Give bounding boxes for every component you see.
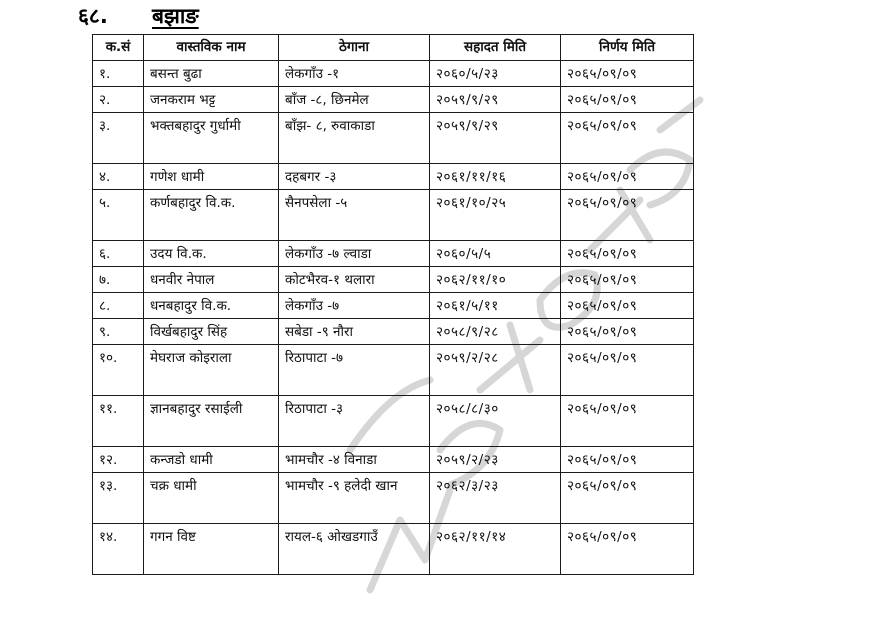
martyr-date-cell: २०५८/९/२८ <box>430 319 561 345</box>
name-cell: विर्खबहादुर सिंह <box>144 319 279 345</box>
address-cell: लेकगाँउ -१ <box>279 61 430 87</box>
address-cell: दहबगर -३ <box>279 164 430 190</box>
serial-cell: १०. <box>93 345 144 396</box>
decision-date-cell: २०६५/०९/०९ <box>561 87 694 113</box>
table-row <box>93 87 694 113</box>
serial-cell: ११. <box>93 396 144 447</box>
table-row <box>93 190 694 241</box>
martyr-date-cell: २०६२/३/२३ <box>430 473 561 524</box>
section-heading <box>78 2 199 30</box>
martyr-date-cell: २०५८/८/३० <box>430 396 561 447</box>
table-row <box>93 113 694 164</box>
address-cell: बाँझ- ८, रुवाकाडा <box>279 113 430 164</box>
martyr-date-cell: २०५९/९/२९ <box>430 87 561 113</box>
name-cell: मेघराज कोइराला <box>144 345 279 396</box>
decision-date-cell: २०६५/०९/०९ <box>561 345 694 396</box>
address-cell: भामचौर -४ विनाडा <box>279 447 430 473</box>
decision-date-cell: २०६५/०९/०९ <box>561 524 694 575</box>
decision-date-cell: २०६५/०९/०९ <box>561 293 694 319</box>
header-martyr-date: सहादत मिति <box>430 35 561 61</box>
martyr-date-cell: २०५९/२/२८ <box>430 345 561 396</box>
decision-date-cell: २०६५/०९/०९ <box>561 113 694 164</box>
serial-cell: २. <box>93 87 144 113</box>
martyr-date-cell: २०६२/११/१० <box>430 267 561 293</box>
table-row <box>93 293 694 319</box>
serial-cell: १२. <box>93 447 144 473</box>
table-row <box>93 164 694 190</box>
table-row <box>93 61 694 87</box>
decision-date-cell: २०६५/०९/०९ <box>561 447 694 473</box>
address-cell: रिठापाटा -७ <box>279 345 430 396</box>
serial-cell: १३. <box>93 473 144 524</box>
decision-date-cell: २०६५/०९/०९ <box>561 319 694 345</box>
address-cell: भामचौर -९ हलेदी खान <box>279 473 430 524</box>
decision-date-cell: २०६५/०९/०९ <box>561 164 694 190</box>
decision-date-cell: २०६५/०९/०९ <box>561 473 694 524</box>
name-cell: गगन विष्ट <box>144 524 279 575</box>
martyr-date-cell: २०६०/५/५ <box>430 241 561 267</box>
address-cell: रिठापाटा -३ <box>279 396 430 447</box>
martyr-date-cell: २०५९/२/२३ <box>430 447 561 473</box>
serial-cell: १४. <box>93 524 144 575</box>
serial-cell: ५. <box>93 190 144 241</box>
serial-cell: ४. <box>93 164 144 190</box>
serial-cell: ६. <box>93 241 144 267</box>
name-cell: चक्र धामी <box>144 473 279 524</box>
name-cell: धनवीर नेपाल <box>144 267 279 293</box>
address-cell: लेकगाँउ -७ <box>279 293 430 319</box>
address-cell: सबेडा -९ नौरा <box>279 319 430 345</box>
martyr-date-cell: २०६१/५/११ <box>430 293 561 319</box>
name-cell: उदय वि.क. <box>144 241 279 267</box>
table-row <box>93 524 694 575</box>
name-cell: गणेश धामी <box>144 164 279 190</box>
header-name: वास्तविक नाम <box>144 35 279 61</box>
address-cell: बाँज -८, छिनमेल <box>279 87 430 113</box>
martyr-date-cell: २०६१/११/१६ <box>430 164 561 190</box>
serial-cell: ३. <box>93 113 144 164</box>
header-decision-date: निर्णय मिति <box>561 35 694 61</box>
decision-date-cell: २०६५/०९/०९ <box>561 61 694 87</box>
serial-cell: ७. <box>93 267 144 293</box>
martyr-date-cell: २०६२/११/१४ <box>430 524 561 575</box>
section-number: ६८. <box>78 4 108 28</box>
name-cell: बसन्त बुढा <box>144 61 279 87</box>
table-row <box>93 319 694 345</box>
header-serial: क.सं <box>93 35 144 61</box>
name-cell: भक्तबहादुर गुर्धामी <box>144 113 279 164</box>
table-row <box>93 396 694 447</box>
name-cell: जनकराम भट्ट <box>144 87 279 113</box>
table-row <box>93 241 694 267</box>
name-cell: धनबहादुर वि.क. <box>144 293 279 319</box>
header-address: ठेगाना <box>279 35 430 61</box>
decision-date-cell: २०६५/०९/०९ <box>561 190 694 241</box>
address-cell: रायल-६ ओखडगाउँ <box>279 524 430 575</box>
address-cell: कोटभैरव-१ थलारा <box>279 267 430 293</box>
martyr-date-cell: २०६०/५/२३ <box>430 61 561 87</box>
name-cell: कर्णबहादुर वि.क. <box>144 190 279 241</box>
serial-cell: ८. <box>93 293 144 319</box>
address-cell: लेकगाँउ -७ ल्वाडा <box>279 241 430 267</box>
table-row <box>93 267 694 293</box>
table-row <box>93 473 694 524</box>
name-cell: कन्जडो धामी <box>144 447 279 473</box>
decision-date-cell: २०६५/०९/०९ <box>561 241 694 267</box>
name-cell: ज्ञानबहादुर रसाईली <box>144 396 279 447</box>
martyr-date-cell: २०६१/१०/२५ <box>430 190 561 241</box>
table-row <box>93 345 694 396</box>
table-row <box>93 447 694 473</box>
table-header-row <box>93 35 694 61</box>
serial-cell: ९. <box>93 319 144 345</box>
martyrs-table <box>92 34 694 575</box>
district-title: बझाङ <box>152 4 199 28</box>
serial-cell: १. <box>93 61 144 87</box>
address-cell: सैनपसेला -५ <box>279 190 430 241</box>
martyr-date-cell: २०५९/९/२९ <box>430 113 561 164</box>
decision-date-cell: २०६५/०९/०९ <box>561 267 694 293</box>
decision-date-cell: २०६५/०९/०९ <box>561 396 694 447</box>
